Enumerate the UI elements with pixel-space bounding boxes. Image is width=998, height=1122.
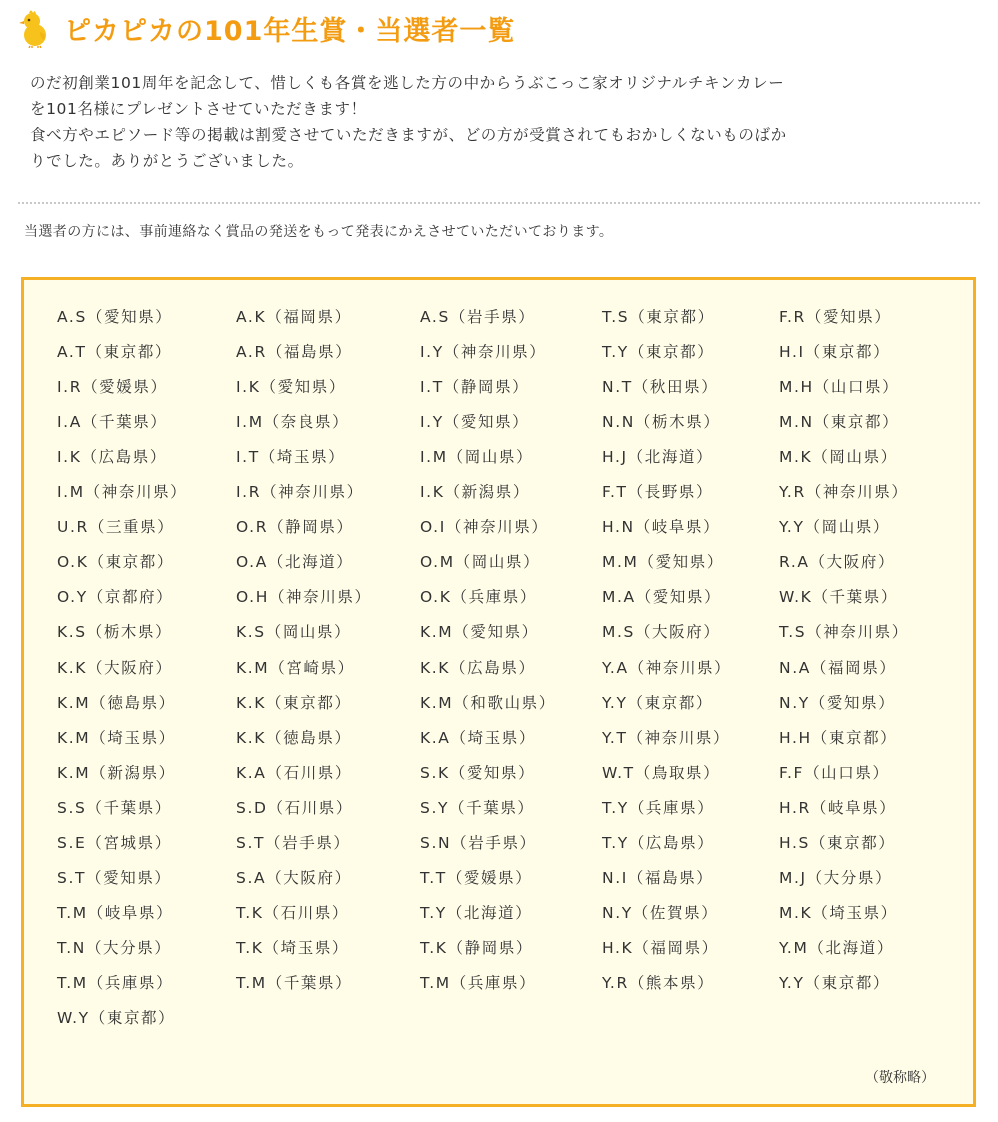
winner-entry: I.M（神奈川県） bbox=[57, 483, 188, 502]
winner-entry: T.M（兵庫県） bbox=[420, 973, 537, 992]
winner-entry: Y.Y（東京都） bbox=[602, 693, 714, 712]
winner-entry: T.Y（広島県） bbox=[602, 833, 715, 852]
winner-entry: A.S（岩手県） bbox=[420, 308, 536, 326]
winner-entry: H.R（岐阜県） bbox=[779, 798, 897, 817]
winner-entry: M.K（埼玉県） bbox=[779, 903, 898, 922]
winner-entry: K.M（宮崎県） bbox=[236, 658, 355, 677]
winner-entry: S.D（石川県） bbox=[236, 798, 354, 817]
winner-entry: A.K（福岡県） bbox=[236, 308, 352, 326]
winner-entry: S.Y（千葉県） bbox=[420, 798, 535, 817]
winner-entry: O.K（兵庫県） bbox=[420, 588, 537, 607]
winner-entry: K.K（広島県） bbox=[420, 658, 536, 677]
winner-entry: I.K（新潟県） bbox=[420, 483, 530, 502]
winner-entry: T.S（東京都） bbox=[602, 308, 715, 326]
winner-entry: M.K（岡山県） bbox=[779, 448, 898, 467]
page-header bbox=[18, 6, 515, 50]
winner-entry: N.N（栃木県） bbox=[602, 413, 721, 432]
winner-entry: T.M（岐阜県） bbox=[57, 903, 174, 922]
chick-icon bbox=[18, 8, 50, 48]
winner-entry: K.A（埼玉県） bbox=[420, 728, 536, 747]
winner-entry: S.T（岩手県） bbox=[236, 833, 351, 852]
winner-entry: H.N（岐阜県） bbox=[602, 518, 721, 537]
winner-entry: N.Y（佐賀県） bbox=[602, 903, 719, 922]
winner-entry: I.M（岡山県） bbox=[420, 448, 534, 467]
winner-entry: Y.R（熊本県） bbox=[602, 973, 715, 992]
intro-line: りでした。ありがとうございました。 bbox=[30, 152, 304, 170]
winner-entry: O.K（東京都） bbox=[57, 553, 174, 572]
winner-entry: N.A（福岡県） bbox=[779, 658, 897, 677]
winner-entry: O.R（静岡県） bbox=[236, 518, 354, 537]
winners-list-box bbox=[21, 277, 976, 1107]
winner-entry: Y.A（神奈川県） bbox=[602, 658, 732, 677]
winner-entry: N.I（福島県） bbox=[602, 868, 714, 887]
winner-entry: W.Y（東京都） bbox=[57, 1009, 176, 1027]
winner-entry: N.Y（愛知県） bbox=[779, 693, 896, 712]
winner-entry: A.T（東京都） bbox=[57, 343, 173, 362]
winner-entry: M.M（愛知県） bbox=[602, 553, 724, 572]
winner-entry: H.J（北海道） bbox=[602, 448, 714, 467]
shipping-notice: 当選者の方には、事前連絡なく賞品の発送をもって発表にかえさせていただいております。 bbox=[24, 224, 614, 240]
winner-entry: T.Y（兵庫県） bbox=[602, 798, 715, 817]
winner-entry: U.R（三重県） bbox=[57, 518, 175, 537]
winner-entry: M.H（山口県） bbox=[779, 378, 900, 397]
winner-entry: O.H（神奈川県） bbox=[236, 588, 372, 607]
winner-entry: I.R（愛媛県） bbox=[57, 378, 168, 397]
winner-entry: S.N（岩手県） bbox=[420, 833, 537, 852]
winner-entry: K.S（岡山県） bbox=[236, 623, 352, 642]
winner-entry: F.T（長野県） bbox=[602, 483, 714, 502]
winner-entry: K.K（大阪府） bbox=[57, 658, 173, 677]
winner-entry: Y.M（北海道） bbox=[779, 938, 894, 957]
winner-entry: I.M（奈良県） bbox=[236, 413, 350, 432]
winner-entry: T.S（神奈川県） bbox=[779, 623, 909, 642]
winner-entry: S.E（宮城県） bbox=[57, 833, 172, 852]
winner-entry: H.K（福岡県） bbox=[602, 938, 719, 957]
intro-text bbox=[30, 70, 960, 174]
winner-entry: I.K（広島県） bbox=[57, 448, 167, 467]
winner-entry: N.T（秋田県） bbox=[602, 378, 719, 397]
winner-entry: T.T（愛媛県） bbox=[420, 868, 533, 887]
winner-entry: M.S（大阪府） bbox=[602, 623, 721, 642]
winner-entry: K.M（新潟県） bbox=[57, 763, 176, 782]
winner-entry: T.Y（東京都） bbox=[602, 343, 715, 362]
winner-entry: T.M（兵庫県） bbox=[57, 973, 174, 992]
winner-entry: I.Y（愛知県） bbox=[420, 413, 530, 432]
winner-entry: I.T（埼玉県） bbox=[236, 448, 346, 467]
winner-entry: Y.Y（岡山県） bbox=[779, 518, 891, 537]
page-title: ピカピカの101年生賞・当選者一覧 bbox=[64, 15, 516, 47]
winner-entry: K.M（和歌山県） bbox=[420, 693, 556, 712]
winner-entry: T.K（埼玉県） bbox=[236, 938, 350, 957]
winner-entry: O.I（神奈川県） bbox=[420, 518, 549, 537]
winner-entry: H.I（東京都） bbox=[779, 343, 891, 362]
winner-entry: K.M（愛知県） bbox=[420, 623, 539, 642]
winner-entry: T.Y（北海道） bbox=[420, 903, 533, 922]
intro-line: を101名様にプレゼントさせていただきます！ bbox=[30, 100, 367, 118]
winner-entry: K.M（埼玉県） bbox=[57, 728, 176, 747]
winner-entry: K.S（栃木県） bbox=[57, 623, 173, 642]
winner-entry: Y.R（神奈川県） bbox=[779, 483, 909, 502]
winner-entry: A.R（福島県） bbox=[236, 343, 353, 362]
winner-entry: M.A（愛知県） bbox=[602, 588, 722, 607]
winner-entry: Y.Y（東京都） bbox=[779, 973, 891, 992]
winner-entry: S.T（愛知県） bbox=[57, 868, 172, 887]
winner-entry: I.R（神奈川県） bbox=[236, 483, 364, 502]
winner-entry: W.K（千葉県） bbox=[779, 588, 898, 607]
winner-entry: S.S（千葉県） bbox=[57, 798, 172, 817]
winner-entry: M.J（大分県） bbox=[779, 868, 893, 887]
winner-entry: T.K（静岡県） bbox=[420, 938, 534, 957]
winner-entry: K.A（石川県） bbox=[236, 763, 352, 782]
honorific-note: （敬称略） bbox=[865, 1070, 935, 1086]
winner-entry: H.S（東京都） bbox=[779, 833, 896, 852]
winner-entry: T.M（千葉県） bbox=[236, 973, 353, 992]
winner-entry: S.K（愛知県） bbox=[420, 763, 536, 782]
winner-entry: M.N（東京都） bbox=[779, 413, 900, 432]
winner-entry: A.S（愛知県） bbox=[57, 308, 173, 326]
winner-entry: R.A（大阪府） bbox=[779, 553, 896, 572]
winner-entry: I.A（千葉県） bbox=[57, 413, 168, 432]
intro-line: 食べ方やエピソード等の掲載は割愛させていただきますが、どの方が受賞されてもおかしくないものばか bbox=[30, 126, 787, 144]
winner-entry: H.H（東京都） bbox=[779, 728, 898, 747]
winner-entry: K.K（徳島県） bbox=[236, 728, 352, 747]
winner-entry: S.A（大阪府） bbox=[236, 868, 352, 887]
winner-entry: F.R（愛知県） bbox=[779, 308, 892, 326]
winner-entry: I.T（静岡県） bbox=[420, 378, 530, 397]
winner-entry: T.N（大分県） bbox=[57, 938, 172, 957]
dotted-divider bbox=[18, 202, 980, 204]
winner-entry: O.A（北海道） bbox=[236, 553, 354, 572]
winner-entry: Y.T（神奈川県） bbox=[602, 728, 731, 747]
winner-entry: T.K（石川県） bbox=[236, 903, 350, 922]
intro-line: のだ初創業101周年を記念して、惜しくも各賞を逃した方の中からうぶこっこ家オリジナルチキンカレー bbox=[30, 74, 785, 92]
winner-entry: F.F（山口県） bbox=[779, 763, 890, 782]
winner-entry: O.Y（京都府） bbox=[57, 588, 174, 607]
winner-entry: W.T（鳥取県） bbox=[602, 763, 721, 782]
winner-entry: I.K（愛知県） bbox=[236, 378, 346, 397]
winner-entry: K.M（徳島県） bbox=[57, 693, 176, 712]
winner-entry: O.M（岡山県） bbox=[420, 553, 541, 572]
winner-entry: K.K（東京都） bbox=[236, 693, 352, 712]
winner-entry: I.Y（神奈川県） bbox=[420, 343, 547, 362]
